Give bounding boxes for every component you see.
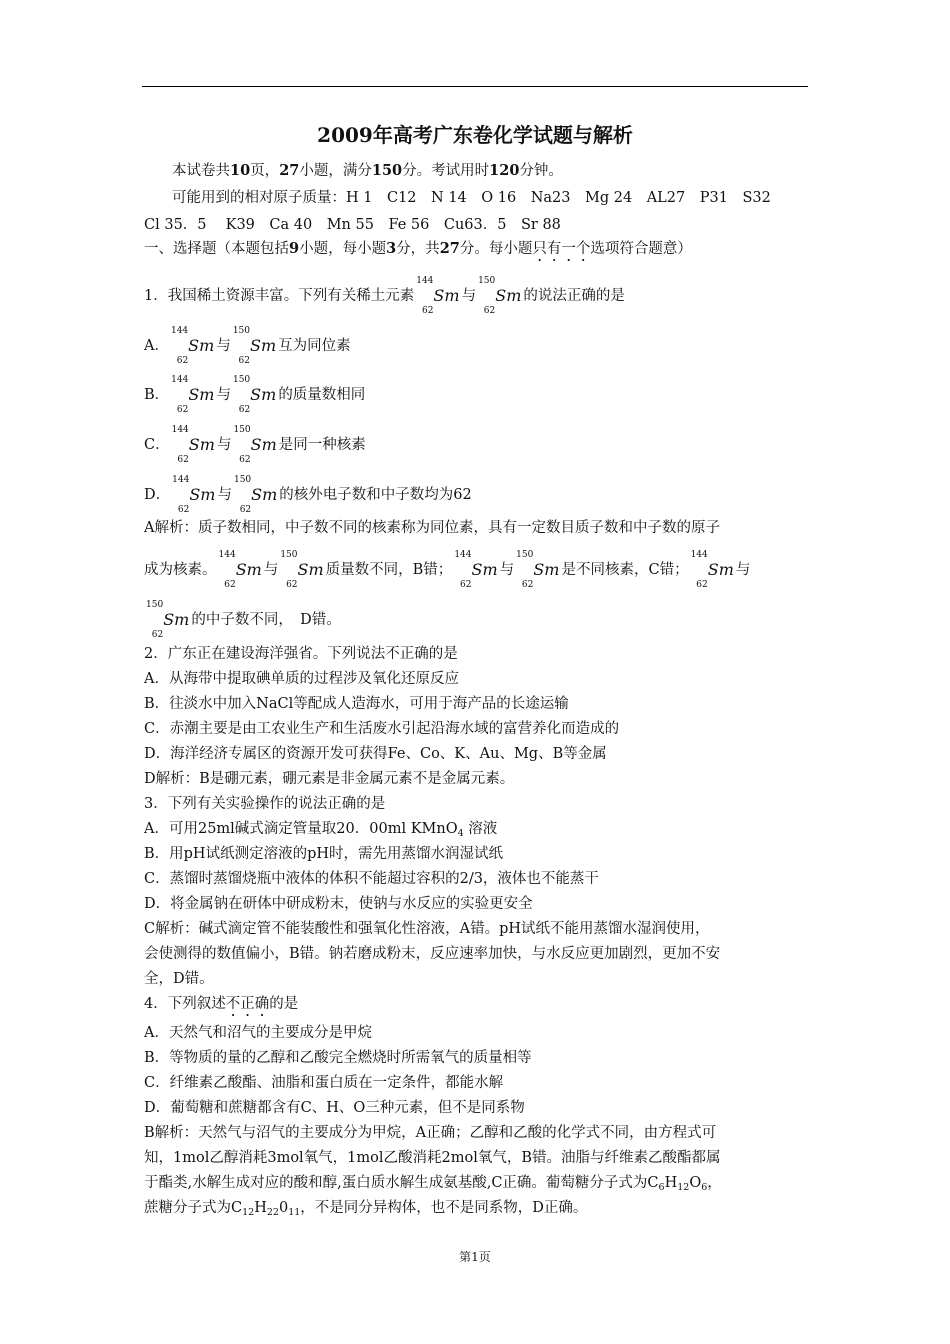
- header-rule: [142, 86, 808, 87]
- question-4-analysis-cont: 知，1mol乙醇消耗3mol氧气，1mol乙酸消耗2mol氧气，B错。油脂与纤维素乙酸酯都属: [144, 1150, 721, 1166]
- nuclide-sm144: 144 62 Sm: [416, 276, 460, 316]
- atomic-mass-line: 可能用到的相对原子质量：H 1 C12 N 14 O 16 Na23 Mg 24 AL27 P31 S32: [172, 190, 771, 206]
- question-1-option-d: D． 144 62 Sm 与 150 62 Sm 的核外电子数和中子数均为62: [144, 475, 472, 515]
- emphasis-char: 确: [254, 996, 270, 1012]
- emphasis-char: 个: [575, 241, 591, 257]
- question-1-analysis-cont: 成为核素。 144 62 Sm 与 150 62 Sm 质量数不同，B错； 144 62 Sm 与 150 62 Sm 是不同核素，C错； 144 62 Sm 与: [144, 550, 751, 590]
- question-2-option-a: A．从海带中提取碘单质的过程涉及氧化还原反应: [144, 671, 459, 687]
- question-3-option-d: D．将金属钠在研体中研成粉末，使钠与水反应的实验更安全: [144, 896, 533, 912]
- question-2-analysis: D解析：B是硼元素，硼元素是非金属元素不是金属元素。: [144, 771, 515, 787]
- question-4-analysis: B解析：天然气与沼气的主要成分为甲烷，A正确；乙醇和乙酸的化学式不同，由方程式可: [144, 1125, 717, 1141]
- question-2-option-c: C．赤潮主要是由工农业生产和生活废水引起沿海水域的富营养化而造成的: [144, 721, 620, 737]
- question-4-stem: 4．下列叙述不正确的是: [144, 996, 299, 1012]
- emphasis-char: 只: [532, 241, 547, 257]
- question-4-option-a: A．天然气和沼气的主要成分是甲烷: [144, 1025, 372, 1041]
- question-2-option-d: D．海洋经济专属区的资源开发可获得Fe、Co、K、Au、Mg、B等金属: [144, 746, 607, 762]
- intro-line: 本试卷共10页，27小题，满分150分。考试用时120分钟。: [172, 162, 563, 179]
- question-3-analysis: C解析：碱式滴定管不能装酸性和强氧化性溶液，A错。pH试纸不能用蒸馏水湿润使用，: [144, 921, 710, 937]
- question-1-analysis-end: 150 62 Sm 的中子数不同， D错。: [146, 600, 341, 640]
- question-4-analysis-cont2: 于酯类,水解生成对应的酸和醇,蛋白质水解生成氨基酸,C正确。葡萄糖分子式为$C_6H_{12}O_6$，: [144, 1175, 722, 1193]
- emphasis-char: 正: [240, 996, 255, 1012]
- question-4-option-d: D．葡萄糖和蔗糖都含有C、H、O三种元素，但不是同系物: [144, 1100, 525, 1116]
- page-number: 第1页: [459, 1250, 491, 1264]
- question-1-stem: 1．我国稀土资源丰富。下列有关稀土元素 144 62 Sm 与 150 62 Sm 的说法正确的是: [144, 276, 625, 316]
- question-1-analysis: A解析：质子数相同，中子数不同的核素称为同位素，具有一定数目质子数和中子数的原子: [144, 520, 720, 536]
- question-4-analysis-end: 蔗糖分子式为$C_{12}H_{22}0_{11}$，不是同分异构体，也不是同系物，D正确。: [144, 1200, 588, 1218]
- question-3-analysis-cont: 会使测得的数值偏小，B错。钠若磨成粉末，反应速率加快，与水反应更加剧烈，更加不安: [144, 946, 721, 962]
- question-4-option-c: C．纤维素乙酸酯、油脂和蛋白质在一定条件，都能水解: [144, 1075, 504, 1091]
- page-title: 2009年高考广东卷化学试题与解析: [317, 123, 633, 147]
- question-4-option-b: B．等物质的量的乙醇和乙酸完全燃烧时所需氧气的质量相等: [144, 1050, 532, 1066]
- question-3-option-b: B．用pH试纸测定溶液的pH时，需先用蒸馏水润湿试纸: [144, 846, 504, 862]
- question-2-option-b: B．往淡水中加入NaCl等配成人造海水，可用于海产品的长途运输: [144, 696, 569, 712]
- emphasis-dotted: [226, 996, 270, 1012]
- emphasis-dotted: [532, 241, 590, 257]
- emphasis-char: 一: [561, 241, 576, 257]
- atomic-mass-line-cont: Cl 35．5 K39 Ca 40 Mn 55 Fe 56 Cu63．5 Sr 88: [144, 217, 561, 233]
- nuclide-sm150: 150 62 Sm: [478, 276, 522, 316]
- question-3-analysis-end: 全，D错。: [144, 971, 214, 987]
- question-1-option-c: C． 144 62 Sm 与 150 62 Sm 是同一种核素: [144, 425, 366, 465]
- question-3-option-c: C．蒸馏时蒸馏烧瓶中液体的体积不能超过容积的2/3，液体也不能蒸干: [144, 871, 599, 887]
- section-header: 一、选择题（本题包括9小题，每小题3分，共27分。每小题只有一个选项符合题意）: [144, 240, 692, 257]
- question-2-stem: 2．广东正在建设海洋强省。下列说法不正确的是: [144, 646, 458, 662]
- question-1-option-b: B． 144 62 Sm 与 150 62 Sm 的质量数相同: [144, 375, 366, 415]
- emphasis-char: 不: [225, 996, 241, 1012]
- question-1-option-a: A． 144 62 Sm 与 150 62 Sm 互为同位素: [144, 326, 351, 366]
- question-3-stem: 3．下列有关实验操作的说法正确的是: [144, 796, 386, 812]
- emphasis-char: 有: [546, 241, 562, 257]
- question-3-option-a: A．可用25ml碱式滴定管量取20．00ml KMnO$_4$ 溶液: [144, 821, 498, 839]
